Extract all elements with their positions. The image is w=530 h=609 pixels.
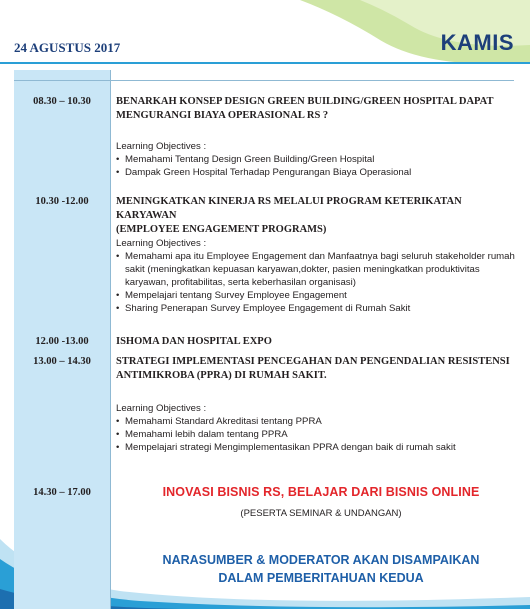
objective-item: • Memahami apa itu Employee Engagement dan Manfaatnya bagi seluruh stakeholder rumah sakit (meningkatkan kepuasan karyawan,dokter, pasien meningkatkan produktivitas karyawan, profitabilitas, serta keberhasilan organisasi) <box>116 250 526 289</box>
session-title-line: (EMPLOYEE ENGAGEMENT PROGRAMS) <box>116 224 327 235</box>
objective-item: • Mempelajari tentang Survey Employee Engagement <box>116 289 526 302</box>
announcement-line: NARASUMBER & MODERATOR AKAN DISAMPAIKAN <box>162 553 480 567</box>
session-time: 13.00 – 14.30 <box>33 356 91 367</box>
session-time: 14.30 – 17.00 <box>33 487 91 498</box>
session-title-line: ANTIMIKROBA (PPRA) DI RUMAH SAKIT. <box>116 370 327 381</box>
session-note: (PESERTA SEMINAR & UNDANGAN) <box>240 508 402 519</box>
objective-item: • Memahami lebih dalam tentang PPRA <box>116 428 526 441</box>
objectives-label: Learning Objectives : <box>116 403 207 414</box>
announcement-line: DALAM PEMBERITAHUAN KEDUA <box>218 571 424 585</box>
session-title-line: MENINGKATKAN KINERJA RS MELALUI PROGRAM KETERIKATAN KARYAWAN <box>116 196 462 221</box>
objective-item: • Mempelajari strategi Mengimplementasikan PPRA dengan baik di rumah sakit <box>116 441 526 454</box>
session-time: 12.00 -13.00 <box>35 336 89 347</box>
event-date: 24 AGUSTUS 2017 <box>14 40 121 55</box>
session-title-line: BENARKAH KONSEP DESIGN GREEN BUILDING/GREEN HOSPITAL DAPAT <box>116 96 494 107</box>
column-divider <box>110 70 111 609</box>
session-title-line: MENGURANGI BIAYA OPERASIONAL RS ? <box>116 110 329 121</box>
session-objectives <box>116 140 526 179</box>
session-objectives <box>116 402 526 454</box>
table-top-border <box>14 80 514 81</box>
session-title <box>116 335 516 349</box>
session-title <box>116 195 516 237</box>
session-title-line: STRATEGI IMPLEMENTASI PENCEGAHAN DAN PENGENDALIAN RESISTENSI <box>116 356 510 367</box>
objective-item: • Sharing Penerapan Survey Employee Engagement di Rumah Sakit <box>116 302 526 315</box>
event-day: KAMIS <box>440 30 514 55</box>
objective-item: • Dampak Green Hospital Terhadap Pengurangan Biaya Operasional <box>116 166 526 179</box>
session-title <box>116 355 516 383</box>
objectives-label: Learning Objectives : <box>116 238 207 249</box>
session-time: 08.30 – 10.30 <box>33 96 91 107</box>
speaker-announcement <box>116 551 526 587</box>
objective-item: • Memahami Tentang Design Green Building/Green Hospital <box>116 153 526 166</box>
highlight-session-title: INOVASI BISNIS RS, BELAJAR DARI BISNIS ONLINE <box>162 485 480 499</box>
session-objectives <box>116 237 526 315</box>
session-title <box>116 95 516 123</box>
session-title-line: ISHOMA DAN HOSPITAL EXPO <box>116 336 272 347</box>
objective-item: • Memahami Standard Akreditasi tentang PPRA <box>116 415 526 428</box>
session-time: 10.30 -12.00 <box>35 196 89 207</box>
objectives-label: Learning Objectives : <box>116 141 207 152</box>
